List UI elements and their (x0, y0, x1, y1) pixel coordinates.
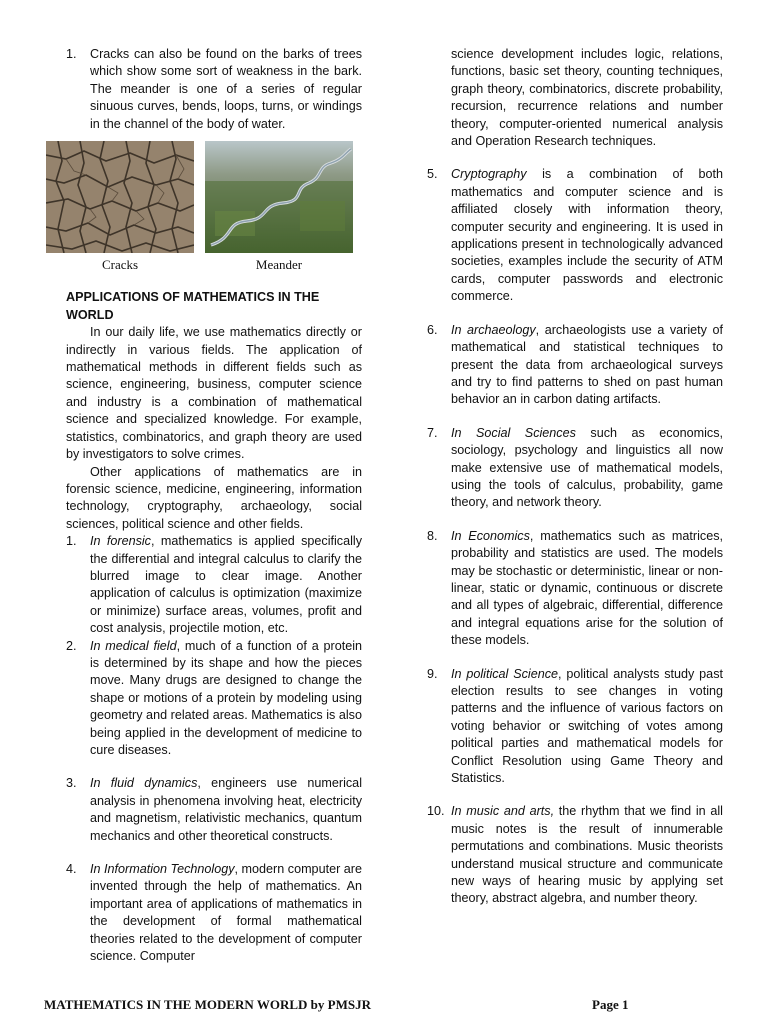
item-number: 2. (66, 638, 77, 653)
item-body: , political analysts study past election results to see changes in voting patterns and the influence of various factors on voting behavior or switching of votes among political parties and mathematical models for Conflict Resolution using Game Theory and Statistics. (451, 666, 723, 786)
list-item (66, 638, 362, 760)
figure-caption: Cracks (101, 257, 139, 273)
continued-text: science development includes logic, relations, functions, basic set theory, counting techniques, graph theory, combinatorics, discrete probability, recursion, recurrence relations and number theory, computer-oriented numerical analysis and Operation Research techniques. (451, 47, 723, 149)
list-item (66, 46, 362, 133)
item-topic: In medical field (90, 638, 177, 653)
item-topic: Cryptography (451, 167, 527, 182)
list-item (427, 166, 723, 305)
figure-row (46, 141, 353, 273)
cracks-figure (46, 141, 194, 273)
list-item (66, 533, 362, 637)
item-body: such as economics, sociology, psychology and linguistics all now make extensive use of mathematical models, using the tools of calculus, probability, game theory, and network theory. (451, 425, 723, 510)
item-body: , modern computer are invented through the help of mathematics. An important area of applications of mathematics in the development of formal mathematical theories related to the development of computer science. Computer (90, 862, 362, 964)
left-column (66, 46, 362, 965)
item-number: 5. (427, 167, 438, 182)
item-number: 6. (427, 322, 438, 337)
item-topic: In music and arts, (451, 804, 555, 819)
figure-caption: Meander (255, 257, 303, 273)
list-item (66, 775, 362, 845)
item-text (451, 666, 723, 788)
item-number: 7. (427, 425, 438, 440)
item-text (90, 861, 362, 965)
item-topic: In Economics (451, 528, 530, 543)
item-topic: In fluid dynamics (90, 776, 198, 791)
item-body: , engineers use numerical analysis in phenomena involving heat, electricity and magnetism, relativistic mechanics, quantum mechanics and other theoretical constructs. (90, 776, 362, 843)
cracks-image (46, 141, 194, 253)
paragraph: In our daily life, we use mathematics directly or indirectly in various fields. The application of mathematical methods in different fields such as science, engineering, business, computer science and industry is a combination of mathematical science and specialized knowledge. For example, statistics, combinatorics, and graph theory are used by investigators to solve crimes. (66, 325, 362, 462)
item-body: , mathematics is applied specifically the differential and integral calculus to clarify the blurred image to clear image. Another application of calculus is optimization (maximize or minimize) surface areas, volumes, profit and cost analysis, projectile motion, etc. (90, 534, 362, 636)
item-number: 1. (66, 47, 77, 61)
meander-figure (205, 141, 353, 273)
footer-title: MATHEMATICS IN THE MODERN WORLD by PMSJR (44, 997, 371, 1012)
item-body: , mathematics such as matrices, probability and statistics are used. The models may be stochastic or deterministic, linear or non-linear, static or dynamic, continuous or discrete and all types of algebraic, differential, difference and integral equations arise for the solution of these models. (451, 528, 723, 648)
meander-image (205, 141, 353, 253)
item-body: , much of a function of a protein is determined by its shape and how the pieces move. Many drugs are designed to change the shape or motions of a protein by modeling using geometry and related areas. Mathematics is also being applied in the development of medicine to cure diseases. (90, 638, 363, 757)
item-number: 3. (66, 776, 77, 791)
item-text (451, 803, 723, 907)
item-body: , archaeologists use a variety of mathematical and statistical techniques to present the data from archaeological surveys and try to find patterns to shed on past human behavior an in carbon dating artifacts. (451, 322, 723, 407)
item-number: 4. (66, 862, 77, 877)
item-number: 8. (427, 528, 438, 543)
paragraph: Other applications of mathematics are in forensic science, medicine, engineering, information technology, cryptography, archaeology, social sciences, political science and other fields. (66, 464, 362, 531)
list-item (66, 861, 362, 965)
page-number: Page 1 (592, 997, 629, 1012)
list-item (427, 803, 723, 907)
item-text (451, 322, 723, 409)
item-text: Cracks can also be found on the barks of trees which show some sort of weakness in the bark. The meander is one of a series of regular sinuous curves, bends, loops, turns, or windings in the channel of the body of water. (90, 47, 362, 131)
item-body: is a combination of both mathematics and computer science and is affiliated closely with information theory, computer security and engineering. It is used in applications present in technologically advanced societies, examples include the security of ATM cards, computer passwords and electronic commerce. (451, 167, 723, 304)
item-body: the rhythm that we find in all music notes is the result of innumerable permutations and combinations. Music theorists understand musical structure and communicate new ways of hearing music by applying set theory, abstract algebra, and number theory. (451, 804, 723, 906)
item-text (90, 775, 362, 845)
right-column (427, 46, 723, 908)
item-number: 9. (427, 666, 438, 681)
item-number: 10. (427, 804, 445, 819)
section-heading: APPLICATIONS OF MATHEMATICS IN THE WORLD (66, 290, 320, 322)
list-item (427, 528, 723, 650)
item-number: 1. (66, 534, 77, 549)
item-text (451, 528, 723, 650)
item-topic: In archaeology (451, 322, 536, 337)
item-text (451, 166, 723, 305)
item-text (90, 638, 362, 760)
page-footer (44, 997, 734, 1017)
item-topic: In Information Technology (90, 862, 235, 877)
list-item (427, 322, 723, 409)
item-topic: In forensic (90, 534, 151, 549)
list-item (427, 425, 723, 512)
list-item (427, 666, 723, 788)
item-topic: In Social Sciences (451, 425, 576, 440)
item-text (90, 533, 362, 637)
item-topic: In political Science (451, 666, 558, 681)
item-text (451, 425, 723, 512)
